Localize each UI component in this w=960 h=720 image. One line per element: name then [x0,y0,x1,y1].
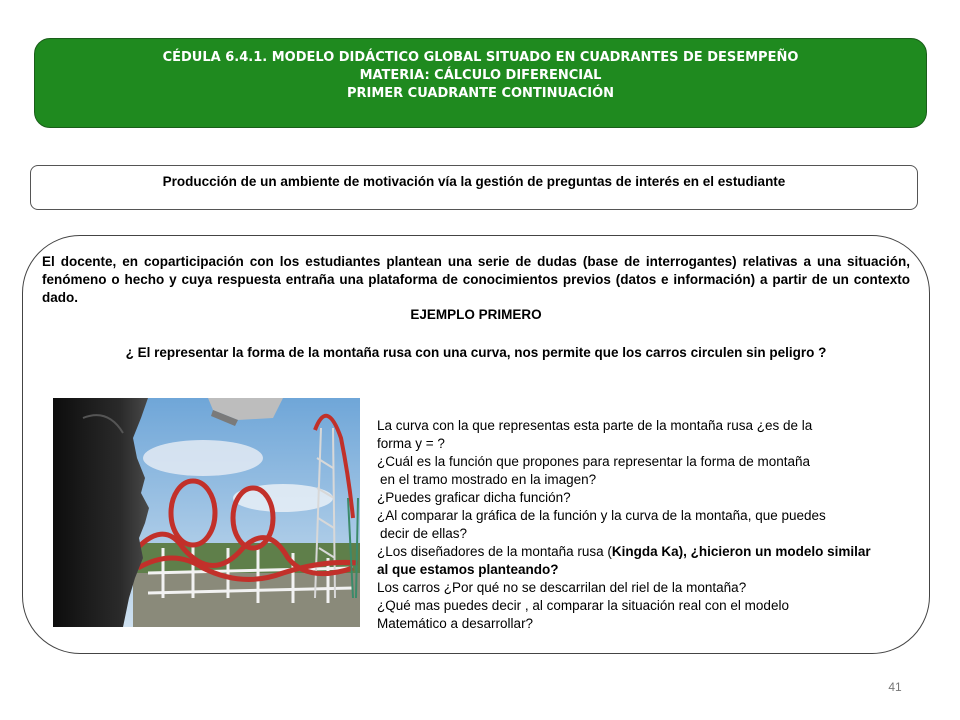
question-line: forma y = ? [377,436,445,451]
header-banner [34,38,927,128]
question-line: ¿Al comparar la gráfica de la función y la curva de la montaña, que puedes [377,508,826,523]
subtitle-box [30,165,918,210]
question-line: ¿Qué mas puedes decir , al comparar la situación real con el modelo [377,598,789,613]
question-line-part: ¿Los diseñadores de la montaña rusa ( [377,544,612,559]
intro-paragraph: El docente, en coparticipación con los estudiantes plantean una serie de dudas (base de interrogantes) relativas a una situación, fenómeno o hecho y cuya respuesta entraña una plataforma de conocimientos previos (datos e información) a partir de un contexto dado. [42,254,910,305]
question-line [377,543,922,561]
question-list [377,417,922,633]
question-line: decir de ellas? [380,526,468,541]
question-line: ¿Puedes graficar dicha función? [377,490,571,505]
question-line: en el tramo mostrado en la imagen? [380,472,597,487]
roller-coaster-photo [53,398,360,627]
question-line-bold: Kingda Ka), ¿hicieron un modelo similar [611,544,871,559]
header-subject: MATERIA: CÁLCULO DIFERENCIAL [359,68,602,83]
header-section: PRIMER CUADRANTE CONTINUACIÓN [346,86,615,101]
question-line: ¿Cuál es la función que propones para representar la forma de montaña [377,454,811,469]
main-question: ¿ El representar la forma de la montaña rusa con una curva, nos permite que los carros circulen sin peligro ? [125,345,827,360]
page-number: 41 [888,680,902,694]
subtitle-text: Producción de un ambiente de motivación vía la gestión de preguntas de interés en el estudiante [162,174,786,189]
header-title: CÉDULA 6.4.1. MODELO DIDÁCTICO GLOBAL SITUADO EN CUADRANTES DE DESEMPEÑO [162,50,799,65]
question-line: Matemático a desarrollar? [377,616,534,631]
question-line: La curva con la que representas esta parte de la montaña rusa ¿es de la [377,418,813,433]
question-line: Los carros ¿Por qué no se descarrilan del riel de la montaña? [377,580,747,595]
example-title: EJEMPLO PRIMERO [410,307,542,322]
question-line: al que estamos planteando? [377,562,559,577]
